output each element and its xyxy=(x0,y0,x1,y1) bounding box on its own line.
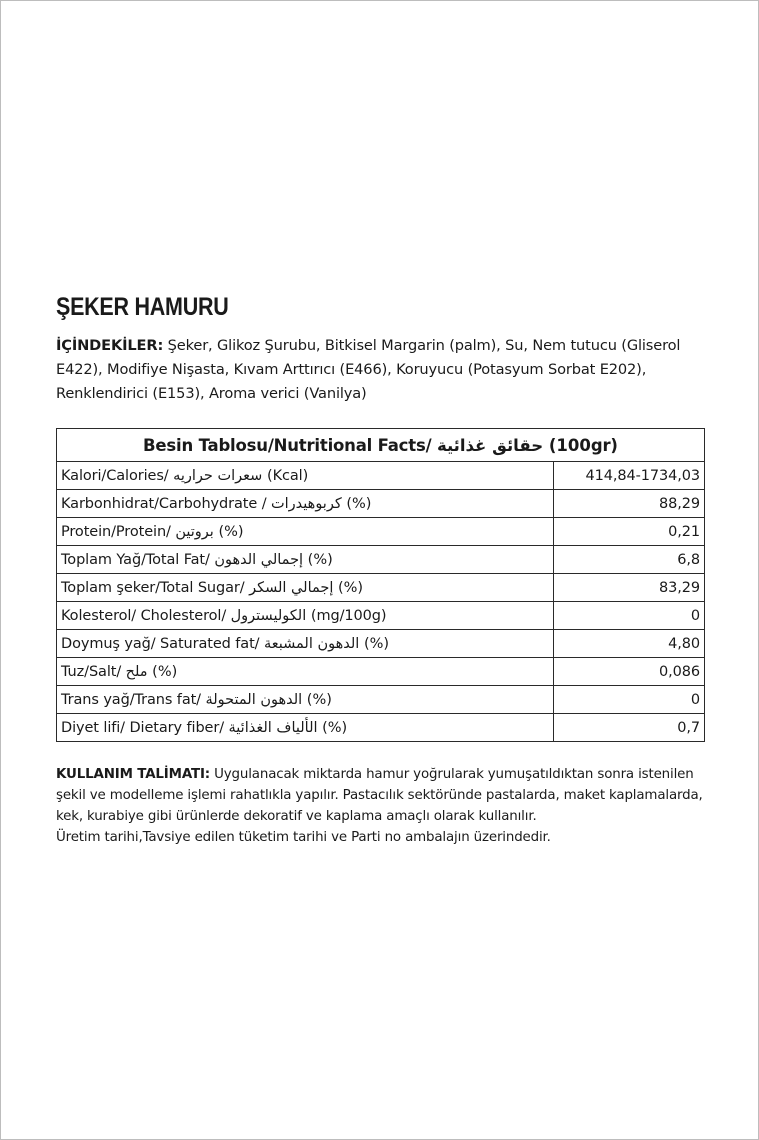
nutrient-label: Karbonhidrat/Carbohydrate / كربوهيدرات (%) xyxy=(57,490,554,518)
ingredients-text: Şeker, Glikoz Şurubu, Bitkisel Margarin (palm), Su, Nem tutucu (Gliserol E422), Modifiye Nişasta, Kıvam Arttırıcı (E466), Koruyucu (Potasyum Sorbat E202), Renklendirici (E153), Aroma verici (Vanilya) xyxy=(56,337,681,402)
nutrient-label: Kolesterol/ Cholesterol/ الكوليسترول (mg/100g) xyxy=(57,602,554,630)
nutrition-header: Besin Tablosu/Nutritional Facts/ حقائق غذائية (100gr) xyxy=(57,429,705,462)
nutrient-label: Kalori/Calories/ سعرات حراريه (Kcal) xyxy=(57,462,554,490)
nutrient-label: Protein/Protein/ بروتين (%) xyxy=(57,518,554,546)
usage-paragraph xyxy=(56,764,716,827)
usage-label: KULLANIM TALİMATI: xyxy=(56,767,211,782)
nutrient-value: 0 xyxy=(554,602,705,630)
nutrition-row xyxy=(57,602,705,630)
nutrition-row xyxy=(57,714,705,742)
nutrient-label: Trans yağ/Trans fat/ الدهون المتحولة (%) xyxy=(57,686,554,714)
nutrition-row xyxy=(57,518,705,546)
nutrition-row xyxy=(57,686,705,714)
nutrient-value: 0,086 xyxy=(554,658,705,686)
nutrient-value: 6,8 xyxy=(554,546,705,574)
nutrient-label: Tuz/Salt/ ملح (%) xyxy=(57,658,554,686)
nutrient-value: 88,29 xyxy=(554,490,705,518)
usage-instructions xyxy=(56,764,716,848)
nutrient-value: 83,29 xyxy=(554,574,705,602)
nutrient-value: 0 xyxy=(554,686,705,714)
usage-text: Uygulanacak miktarda hamur yoğrularak yumuşatıldıktan sonra istenilen şekil ve modelleme işlemi rahatlıkla yapılır. Pastacılık sektöründe pastalarda, maket kaplamalarda, kek, kurabiye gibi ürünlerde dekoratif ve kaplama amaçlı olarak kullanılır. xyxy=(56,767,703,824)
nutrient-label: Toplam şeker/Total Sugar/ إجمالي السكر (%) xyxy=(57,574,554,602)
nutrient-label: Toplam Yağ/Total Fat/ إجمالي الدهون (%) xyxy=(57,546,554,574)
product-title: ŞEKER HAMURU xyxy=(56,293,229,321)
production-note: Üretim tarihi,Tavsiye edilen tüketim tarihi ve Parti no ambalajın üzerindedir. xyxy=(56,830,551,845)
nutrition-header-row xyxy=(57,429,705,462)
nutrition-row xyxy=(57,546,705,574)
nutrition-table xyxy=(56,428,705,742)
nutrient-label: Doymuş yağ/ Saturated fat/ الدهون المشبعة (%) xyxy=(57,630,554,658)
nutrient-value: 0,21 xyxy=(554,518,705,546)
ingredients-label: İÇİNDEKİLER: xyxy=(56,337,164,354)
nutrition-row xyxy=(57,658,705,686)
nutrition-row xyxy=(57,630,705,658)
ingredients-block xyxy=(56,334,706,406)
nutrition-row xyxy=(57,574,705,602)
nutrition-row xyxy=(57,462,705,490)
nutrient-value: 4,80 xyxy=(554,630,705,658)
nutrient-value: 414,84-1734,03 xyxy=(554,462,705,490)
nutrient-label: Diyet lifi/ Dietary fiber/ الألياف الغذائية (%) xyxy=(57,714,554,742)
nutrition-row xyxy=(57,490,705,518)
nutrient-value: 0,7 xyxy=(554,714,705,742)
